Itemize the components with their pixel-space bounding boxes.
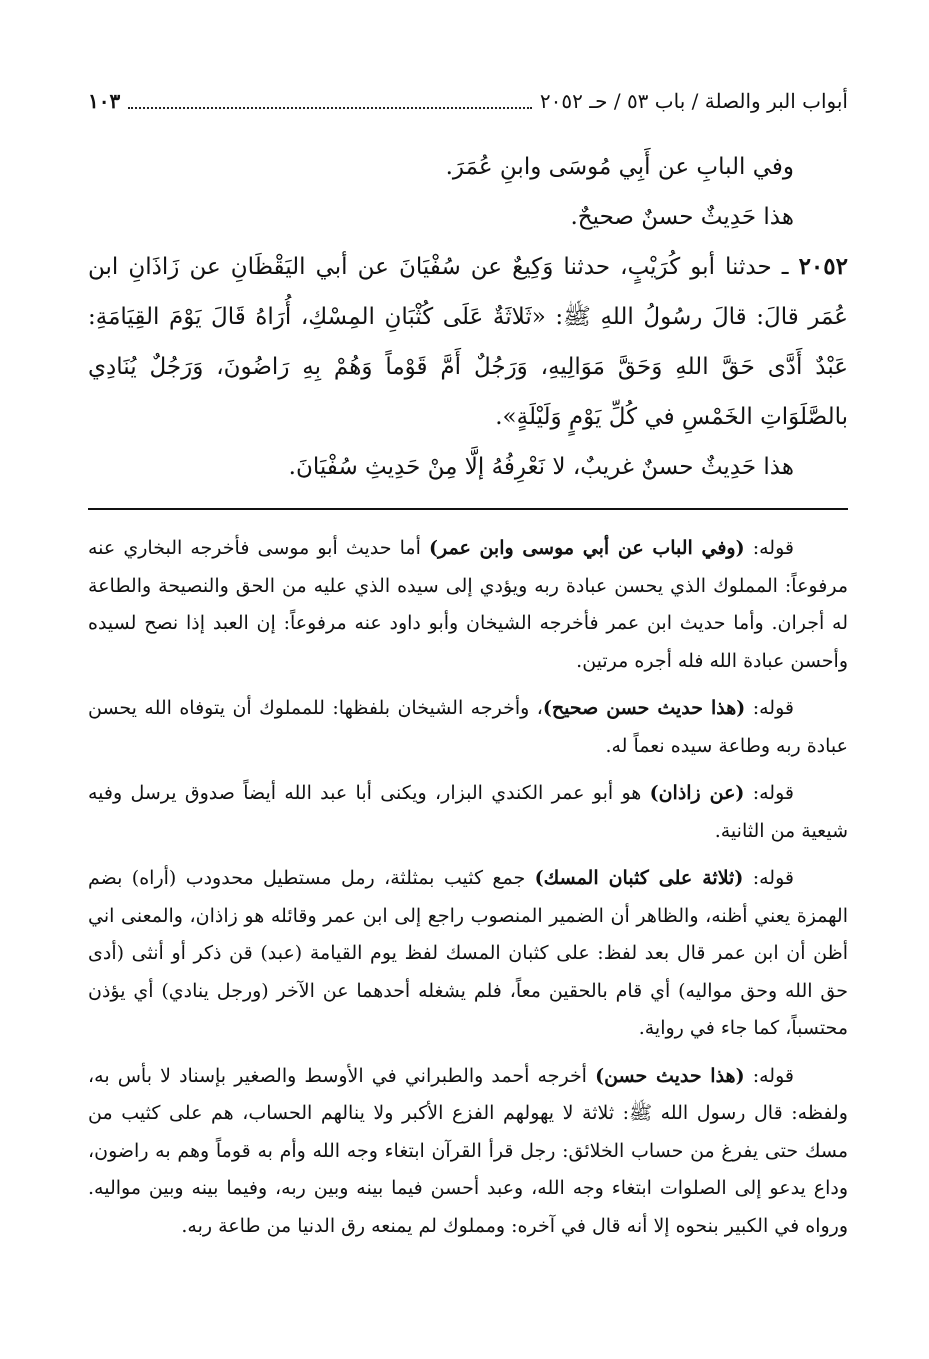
hadith-closing-line: هذا حَدِيثٌ حسنٌ غريبٌ، لا نَعْرِفُهُ إلَّا مِنْ حَدِيثِ سُفْيَانَ. xyxy=(288,454,794,480)
hadith-main-text xyxy=(88,142,848,492)
commentary-lead: قوله: xyxy=(745,697,794,719)
hadith-body: ـ حدثنا أبو كُرَيْبٍ، حدثنا وَكِيعٌ عن سُفْيَانَ عن أبي اليَقْظَانِ عن زَاذَانِ ابن عُمَر قالَ: قالَ رسُولُ اللهِ ﷺ: «ثَلاثَةٌ عَلَى كُثْبَانِ المِسْكِ، أُرَاهُ قَالَ يَوْمَ القِيَامَةِ: عَبْدٌ أَدَّى حَقَّ اللهِ وَحَقَّ مَوَالِيهِ، وَرَجُلٌ أَمَّ قَوْماً وَهُمْ بِهِ رَاضُونَ، وَرَجُلٌ يُنَادِي بالصَّلَوَاتِ الخَمْسِ في كُلِّ يَوْمٍ وَلَيْلَةٍ». xyxy=(88,254,848,430)
commentary-paragraph xyxy=(88,530,848,680)
commentary-text: أما حديث أبو موسى فأخرجه البخاري عنه مرفوعاً: المملوك الذي يحسن عبادة ربه ويؤدي إلى سيده الذي عليه من الحق والنصيحة والطاعة له أجران. وأما حديث ابن عمر فأخرجه الشيخان وأبو داود عنه مرفوعاً: إن العبد إذا نصح لسيده وأحسن عبادة الله فله أجره مرتين. xyxy=(88,537,848,672)
commentary-lead: قوله: xyxy=(744,537,794,559)
commentary-keyword: (هذا حديث حسن صحيح) xyxy=(542,697,746,719)
commentary-keyword: (عن زاذان) xyxy=(649,782,745,804)
commentary-paragraph xyxy=(88,775,848,850)
commentary-lead: قوله: xyxy=(744,782,794,804)
commentary-text: جمع كثيب بمثلثة، رمل مستطيل محدودب (أراه) بضم الهمزة يعني أظنه، والظاهر أن الضمير المنصوب راجع إلى ابن عمر وقائله هو زاذان، والمعنى اني أظن أن ابن عمر قال بعد لفظ: على كثبان المسك لفظ يوم القيامة (عبد) قن ذكر أو أنثى (أدى حق الله وحق مواليه) أي قام بالحقين معاً، فلم يشغله أحدهما عن الآخر (ورجل ينادي) أي يؤذن محتسباً، كما جاء في رواية. xyxy=(88,867,849,1039)
book-page xyxy=(88,84,848,1255)
commentary-keyword: (ثلاثة على كثبان المسك) xyxy=(534,867,744,889)
header-dot-leader xyxy=(128,107,532,109)
commentary-paragraph xyxy=(88,1058,848,1246)
commentary-lead: قوله: xyxy=(743,867,794,889)
page-number: ١٠٣ xyxy=(88,89,121,113)
commentary-text: هو أبو عمر الكندي البزار، ويكنى أبا عبد الله أيضاً صدوق يرسل وفيه شيعية من الثانية. xyxy=(88,782,848,842)
commentary-paragraph xyxy=(88,860,848,1048)
commentary-text: ، وأخرجه الشيخان بلفظها: للمملوك أن يتوفاه الله يحسن عبادة ربه وطاعة سيده نعماً له. xyxy=(88,697,848,757)
running-header xyxy=(88,84,848,116)
header-chapter-title: أبواب البر والصلة / باب ٥٣ / حـ ٢٠٥٢ xyxy=(539,89,848,113)
grading-line: هذا حَدِيثٌ حسنٌ صحيحٌ. xyxy=(570,204,794,230)
commentary-keyword: (هذا حديث حسن) xyxy=(595,1064,745,1087)
hadith-paragraph xyxy=(88,242,848,442)
chapter-note-line: وفي البابِ عن أَبِي مُوسَى وابنِ عُمَرَ. xyxy=(445,154,794,180)
commentary-section xyxy=(88,530,848,1245)
commentary-lead: قوله: xyxy=(744,1064,794,1087)
footnote-divider xyxy=(88,508,848,510)
hadith-number: ٢٠٥٢ xyxy=(798,253,848,280)
commentary-keyword: (وفي الباب عن أبي موسى وابن عمر) xyxy=(428,537,745,559)
commentary-paragraph xyxy=(88,690,848,765)
commentary-text: أخرجه أحمد والطبراني في الأوسط والصغير بإسناد لا بأس به، ولفظه: قال رسول الله ﷺ: ثلاثة لا يهولهم الفزع الأكبر ولا ينالهم الحساب، هم على كثيب من مسك حتى يفرغ من حساب الخلائق: رجل قرأ القرآن ابتغاء وجه الله وأم به قوماً وهم به راضون، وداع يدعو إلى الصلوات ابتغاء وجه الله، وعبد أحسن فيما بينه وبين ربه، وفيما بينه وبين مواليه. ورواه في الكبير بنحوه إلا أنه قال في آخره: ومملوك لم يمنعه رق الدنيا من طاعة ربه. xyxy=(88,1064,848,1237)
